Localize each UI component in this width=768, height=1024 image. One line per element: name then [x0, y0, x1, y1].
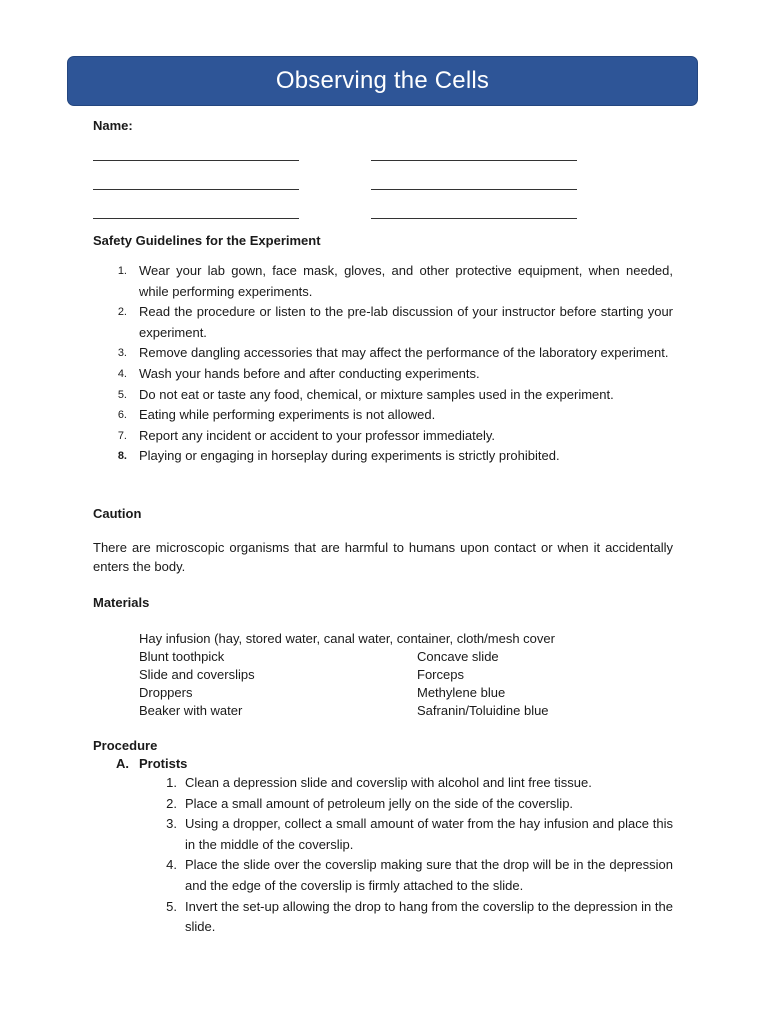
name-blank-line[interactable] — [93, 218, 299, 219]
materials-item: Beaker with water — [139, 703, 243, 718]
page-title: Observing the Cells — [275, 67, 490, 94]
caution-heading: Caution — [93, 506, 142, 521]
list-item-number: 1. — [166, 775, 177, 790]
list-item — [93, 261, 673, 302]
list-item-number: 3. — [117, 347, 127, 360]
materials-item: Droppers — [139, 685, 193, 700]
name-blank-line[interactable] — [371, 160, 577, 161]
name-blank-line[interactable] — [93, 189, 299, 190]
list-item — [161, 794, 673, 815]
list-item-text: Invert the set-up allowing the drop to hang from the coverslip to the depression in the slide. — [185, 898, 673, 935]
list-item-number: 7. — [117, 429, 127, 442]
procedure-section-letter: A. — [116, 756, 129, 771]
list-item — [161, 897, 673, 938]
list-item-number: 5. — [166, 898, 177, 914]
name-blank-line[interactable] — [371, 218, 577, 219]
list-item-number: 4. — [117, 367, 127, 380]
list-item-text: Report any incident or accident to your professor immediately. — [139, 427, 495, 443]
materials-item: Blunt toothpick — [139, 649, 225, 664]
list-item-text: Playing or engaging in horseplay during experiments is strictly prohibited. — [139, 448, 560, 464]
list-item-text: Read the procedure or listen to the pre-lab discussion of your instructor before starting your experiment. — [139, 304, 673, 340]
list-item-number: 2. — [166, 795, 177, 811]
materials-item: Hay infusion (hay, stored water, canal water, container, cloth/mesh cover — [139, 631, 555, 646]
list-item — [93, 426, 673, 447]
procedure-steps — [161, 773, 673, 938]
list-item — [93, 385, 673, 406]
materials-item: Concave slide — [417, 649, 499, 664]
list-item — [93, 405, 673, 426]
safety-heading: Safety Guidelines for the Experiment — [93, 233, 321, 248]
materials-item: Forceps — [417, 667, 464, 682]
list-item — [93, 343, 673, 364]
list-item — [93, 364, 673, 385]
list-item-text: Wash your hands before and after conducting experiments. — [139, 365, 480, 381]
materials-item: Safranin/Toluidine blue — [417, 703, 549, 718]
list-item-text: Place the slide over the coverslip making sure that the drop will be in the depression and the edge of the coverslip is firmly attached to the slide. — [185, 857, 673, 893]
list-item — [93, 302, 673, 343]
title-banner — [67, 56, 698, 106]
materials-heading: Materials — [93, 595, 150, 610]
list-item-text: Place a small amount of petroleum jelly on the side of the coverslip. — [185, 795, 574, 811]
name-blank-line[interactable] — [93, 160, 299, 161]
list-item-number: 5. — [117, 388, 127, 401]
list-item-number: 3. — [166, 816, 177, 832]
list-item — [161, 814, 673, 855]
list-item-number: 8. — [117, 450, 127, 463]
name-label: Name: — [93, 118, 133, 133]
list-item-number: 4. — [166, 857, 177, 873]
list-item-text: Wear your lab gown, face mask, gloves, and other protective equipment, when needed, while performing experiments. — [139, 263, 673, 299]
list-item — [93, 446, 673, 467]
list-item-text: Eating while performing experiments is not allowed. — [139, 407, 436, 423]
materials-item: Slide and coverslips — [139, 667, 255, 682]
list-item-number: 1. — [117, 265, 127, 277]
procedure-heading: Procedure — [93, 738, 158, 753]
name-blank-line[interactable] — [371, 189, 577, 190]
list-item-text: Remove dangling accessories that may affect the performance of the laboratory experiment. — [139, 345, 669, 361]
materials-item: Methylene blue — [417, 685, 506, 700]
list-item-number: 6. — [117, 409, 127, 422]
list-item-text: Using a dropper, collect a small amount of water from the hay infusion and place this in the middle of the coverslip. — [185, 816, 673, 852]
procedure-section-title: Protists — [139, 756, 188, 771]
list-item-text: Do not eat or taste any food, chemical, or mixture samples used in the experiment. — [139, 386, 614, 402]
caution-text: There are microscopic organisms that are harmful to humans upon contact or when it accidentally enters the body. — [93, 540, 673, 574]
safety-list — [93, 261, 673, 467]
list-item — [161, 855, 673, 896]
list-item-text: Clean a depression slide and coverslip with alcohol and lint free tissue. — [185, 775, 592, 790]
list-item — [161, 773, 673, 794]
list-item-number: 2. — [117, 306, 127, 319]
